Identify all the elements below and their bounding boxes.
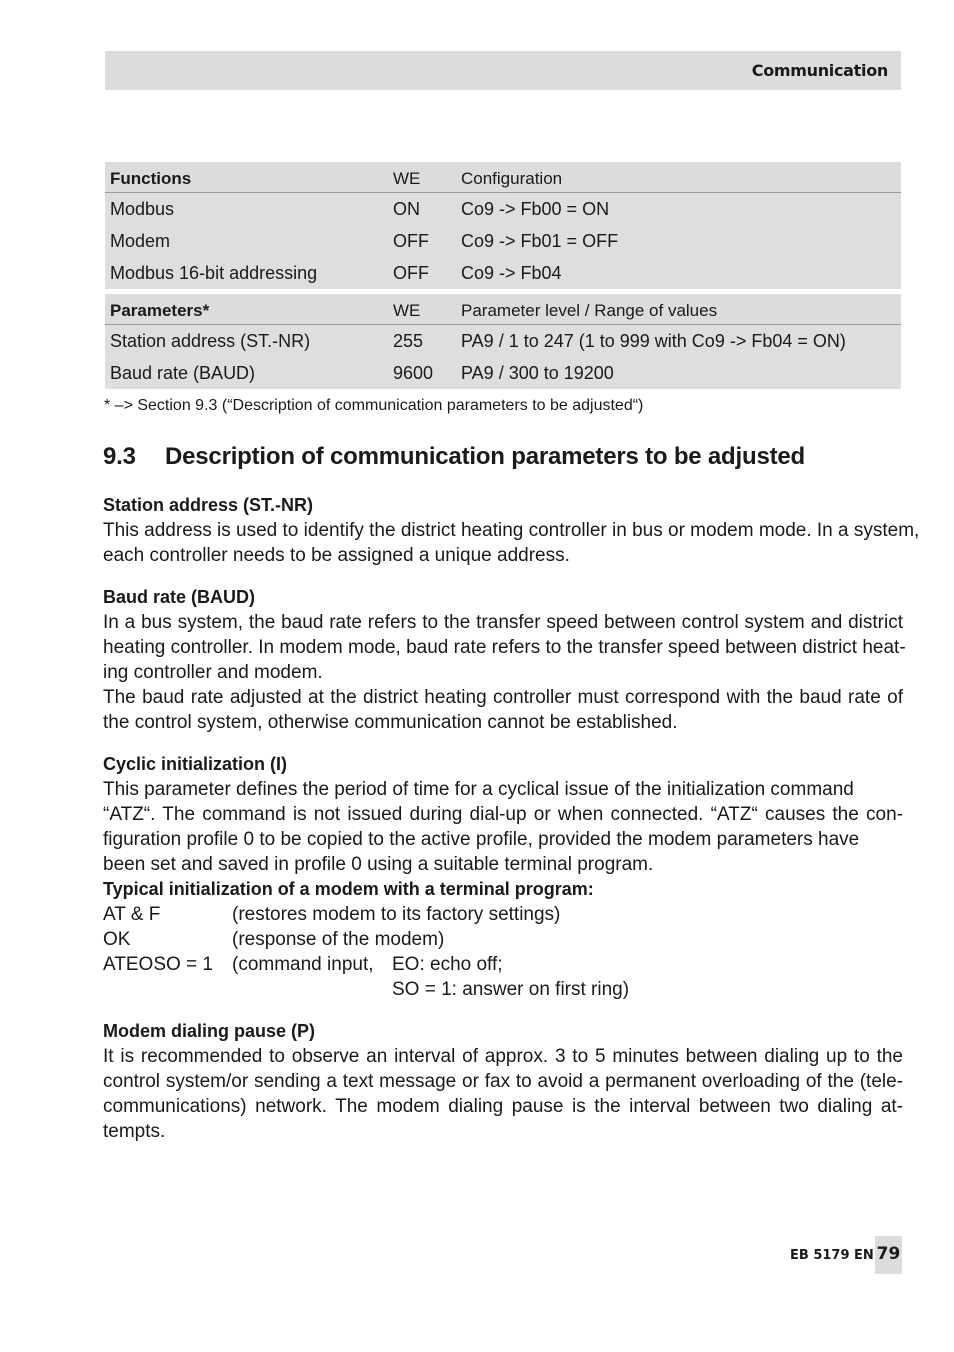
body-line: “ATZ“. The command is not issued during dial-up or when connected. “ATZ“ causes the con-: [103, 804, 903, 825]
body-line: each controller needs to be assigned a unique address.: [103, 545, 570, 566]
functions-table: [105, 162, 901, 289]
table-cell: Co9 -> Fb04: [461, 263, 562, 283]
section-number: 9.3: [103, 443, 136, 470]
table-cell: 255: [393, 331, 424, 351]
table-row: [105, 257, 901, 289]
table-header-cell: WE: [393, 169, 421, 188]
page-number: 79: [876, 1244, 901, 1264]
dialing-pause-block: [103, 1019, 903, 1144]
subheading: Modem dialing pause (P): [103, 1021, 316, 1041]
body-line: ing controller and modem.: [103, 662, 323, 683]
cyclic-init-block: [103, 752, 903, 902]
table-cell: Modbus: [110, 199, 175, 219]
table-footnote: * –> Section 9.3 (“Description of communication parameters to be adjusted“): [104, 397, 644, 414]
command: ATEOSO = 1: [103, 954, 213, 975]
table-cell: PA9 / 1 to 247 (1 to 999 with Co9 -> Fb04 = ON): [461, 331, 846, 351]
subheading: Typical initialization of a modem with a terminal program:: [103, 879, 594, 899]
body-line: In a bus system, the baud rate refers to the transfer speed between control system and district: [103, 612, 903, 633]
subheading: Cyclic initialization (I): [103, 754, 288, 774]
table-row: [105, 225, 901, 257]
command-extra: SO = 1: answer on first ring): [392, 979, 630, 1000]
table-cell: OFF: [393, 263, 429, 283]
table-header-cell: Functions: [110, 169, 192, 188]
subheading: Baud rate (BAUD): [103, 587, 256, 607]
body-line: This address is used to identify the district heating controller in bus or modem mode. In a system,: [103, 520, 920, 541]
table-header-cell: Parameters*: [110, 301, 210, 320]
section-heading: Description of communication parameters to be adjusted: [165, 443, 805, 470]
table-row: [105, 357, 901, 389]
table-cell: OFF: [393, 231, 429, 251]
table-row: [105, 193, 901, 225]
command: OK: [103, 929, 131, 950]
body-line: This parameter defines the period of time for a cyclical issue of the initialization command: [103, 779, 854, 800]
subheading: Station address (ST.-NR): [103, 495, 314, 515]
table-cell: ON: [393, 199, 420, 219]
command: AT & F: [103, 904, 161, 925]
command-desc: (command input,: [232, 954, 374, 975]
table-cell: Co9 -> Fb01 = OFF: [461, 231, 619, 251]
body-line: figuration profile 0 to be copied to the active profile, provided the modem parameters have: [103, 829, 860, 850]
section-title: [103, 443, 805, 471]
document-code: EB 5179 EN: [790, 1248, 874, 1263]
table-header-cell: Configuration: [461, 169, 563, 188]
table-header-row: [105, 294, 901, 325]
table-header-cell: Parameter level / Range of values: [461, 301, 718, 320]
table-cell: PA9 / 300 to 19200: [461, 363, 614, 383]
table-cell: Station address (ST.-NR): [110, 331, 311, 351]
table-cell: Co9 -> Fb00 = ON: [461, 199, 610, 219]
header-title: Communication: [751, 61, 888, 80]
body-line: been set and saved in profile 0 using a suitable terminal program.: [103, 854, 654, 875]
baud-rate-block: [103, 585, 906, 735]
table-cell: 9600: [393, 363, 434, 383]
command-extra: EO: echo off;: [392, 954, 503, 975]
table-cell: Modem: [110, 231, 171, 251]
body-line: tempts.: [103, 1121, 166, 1142]
station-address-block: [103, 493, 920, 568]
command-desc: (restores modem to its factory settings): [232, 904, 561, 925]
table-cell: Baud rate (BAUD): [110, 363, 256, 383]
command-desc: (response of the modem): [232, 929, 445, 950]
body-line: It is recommended to observe an interval of approx. 3 to 5 minutes between dialing up to the: [103, 1046, 903, 1067]
body-line: the control system, otherwise communication cannot be established.: [103, 712, 678, 733]
body-line: heating controller. In modem mode, baud rate refers to the transfer speed between district heat-: [103, 637, 906, 658]
table-cell: Modbus 16-bit addressing: [110, 263, 318, 283]
parameters-table: [105, 294, 901, 389]
table-header-row: [105, 162, 901, 193]
body-line: communications) network. The modem dialing pause is the interval between two dialing at-: [103, 1096, 903, 1117]
header-bar: [105, 51, 901, 90]
table-row: [105, 325, 901, 357]
body-line: The baud rate adjusted at the district heating controller must correspond with the baud rate of: [103, 687, 903, 708]
page-number-box: [875, 1236, 902, 1274]
table-header-cell: WE: [393, 301, 421, 320]
body-line: control system/or sending a text message or fax to avoid a permanent overloading of the (tele-: [103, 1071, 903, 1092]
